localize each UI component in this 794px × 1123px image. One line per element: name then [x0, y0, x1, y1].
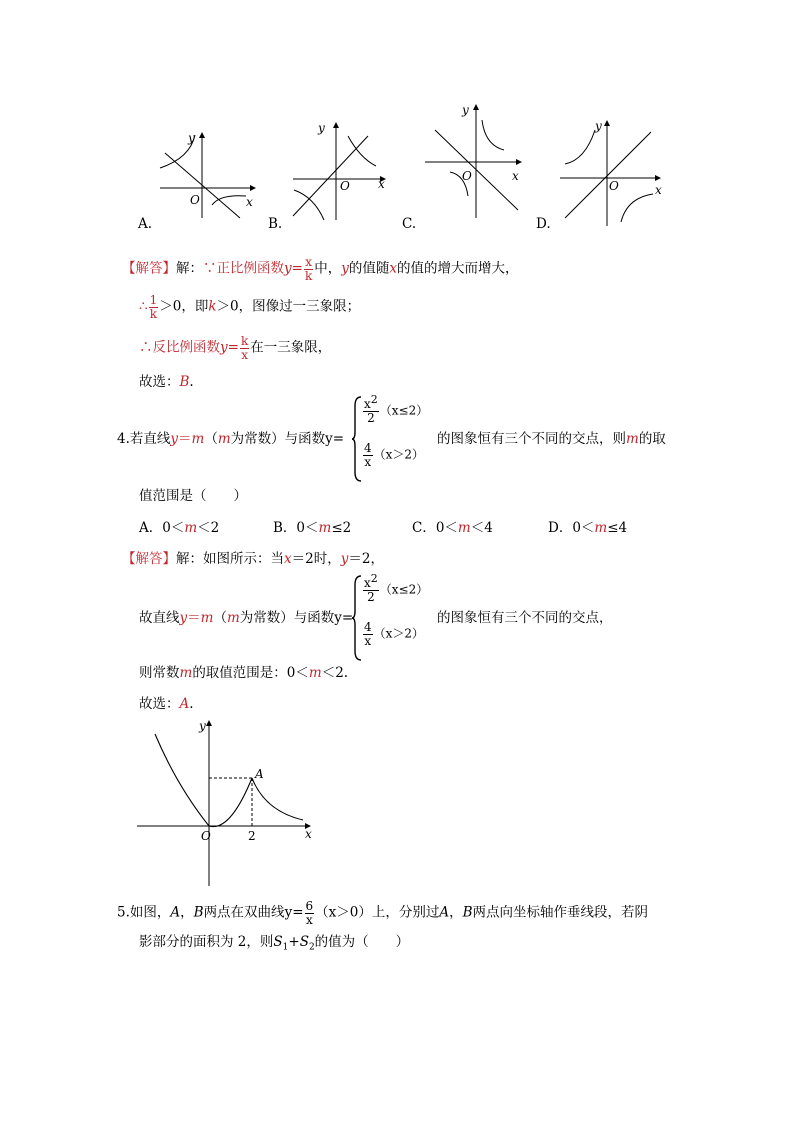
- q5-stem-line1: 5.如图，A，B两点在双曲线y= $\frac{6}{x}$ （x＞0）上，分别过A，B两点向坐标轴作垂线段，若阴: [117, 899, 649, 927]
- option-b-label: B.: [268, 216, 283, 232]
- origin-label: O: [201, 829, 211, 843]
- fraction-x-over-k: $\frac{x}{k}$: [304, 255, 313, 283]
- graph-option-b: [288, 122, 398, 222]
- piecewise-case1: $\frac{x2}{2}$ （x≤2）: [364, 571, 429, 604]
- q3-solution-line1: 【解答】解：∵正比例函数y= $\frac{x}{k}$ 中，y的值随x的值的增大而增大，: [122, 255, 519, 283]
- piecewise-case2: $\frac{4}{x}$ （x＞2）: [364, 620, 425, 648]
- q5-stem-line2: 影部分的面积为 2，则$S_1+S_2$的值为（ ）: [139, 934, 410, 953]
- q4-option-b: B．0＜m≤2: [273, 520, 352, 536]
- q3-solution-line3: ∴反比例函数y= $\frac{k}{x}$ 在一三象限，: [139, 334, 332, 362]
- answer-tag: 【解答】: [122, 260, 176, 277]
- axis-x-label: x: [655, 183, 662, 197]
- axis-y-label: y: [318, 121, 325, 135]
- q3-solution-line4: 故选：B.: [139, 374, 194, 390]
- piecewise-brace: [352, 396, 362, 482]
- axis-y-label: y: [199, 719, 206, 733]
- origin-label: O: [190, 193, 200, 207]
- q4-solution-line2-tail: 的图象恒有三个不同的交点，: [437, 610, 613, 626]
- q4-stem-part2: 的图象恒有三个不同的交点，则m的取: [437, 431, 666, 447]
- option-a-label: A.: [138, 216, 153, 232]
- point-a-label: A: [255, 767, 264, 781]
- axis-x-label: x: [305, 827, 312, 841]
- fraction-6-over-x: $\frac{6}{x}$: [305, 899, 314, 927]
- q4-solution-line2: 故直线y＝m（m为常数）与函数y=: [139, 610, 354, 626]
- piecewise-case1: $\frac{x2}{2}$ （x≤2）: [364, 392, 429, 425]
- q4-solution-line1: 【解答】解：如图所示：当x＝2时，y＝2，: [122, 551, 384, 567]
- q4-stem-line2: 值范围是（ ）: [139, 488, 247, 504]
- q4-option-c: C．0＜m＜4: [412, 520, 493, 536]
- origin-label: O: [609, 179, 619, 193]
- origin-label: O: [462, 169, 472, 183]
- q4-option-d: D．0＜m≤4: [548, 520, 628, 536]
- piecewise-case2: $\frac{4}{x}$ （x＞2）: [364, 441, 425, 469]
- axis-y-label: y: [462, 103, 469, 117]
- q4-option-a: A．0＜m＜2: [139, 520, 220, 536]
- option-c-label: C.: [402, 216, 417, 232]
- q4-stem-part1: 4.若直线y＝m（m为常数）与函数y=: [117, 431, 345, 447]
- origin-label: O: [340, 179, 350, 193]
- q4-solution-graph: [135, 716, 315, 888]
- axis-x-label: x: [246, 195, 253, 209]
- fraction-1-over-k: $\frac{1}{k}$: [149, 293, 158, 321]
- answer-tag: 【解答】: [122, 551, 176, 567]
- piecewise-brace: [352, 575, 362, 661]
- graph-option-a: [150, 130, 260, 220]
- graph-option-d: [555, 118, 670, 228]
- axis-y-label: y: [188, 131, 195, 145]
- q4-solution-line3: 则常数m的取值范围是：0＜m＜2.: [139, 665, 349, 681]
- tick-2-label: 2: [248, 829, 256, 843]
- axis-x-label: x: [378, 177, 385, 191]
- axis-y-label: y: [595, 119, 602, 133]
- graph-option-c: [420, 100, 530, 220]
- axis-x-label: x: [512, 169, 519, 183]
- fraction-k-over-x: $\frac{k}{x}$: [240, 334, 249, 362]
- q4-solution-line4: 故选：A.: [139, 696, 194, 712]
- q3-solution-line2: ∴ $\frac{1}{k}$ ＞0，即k＞0，图像过一三象限；: [139, 293, 361, 321]
- option-d-label: D.: [536, 216, 551, 232]
